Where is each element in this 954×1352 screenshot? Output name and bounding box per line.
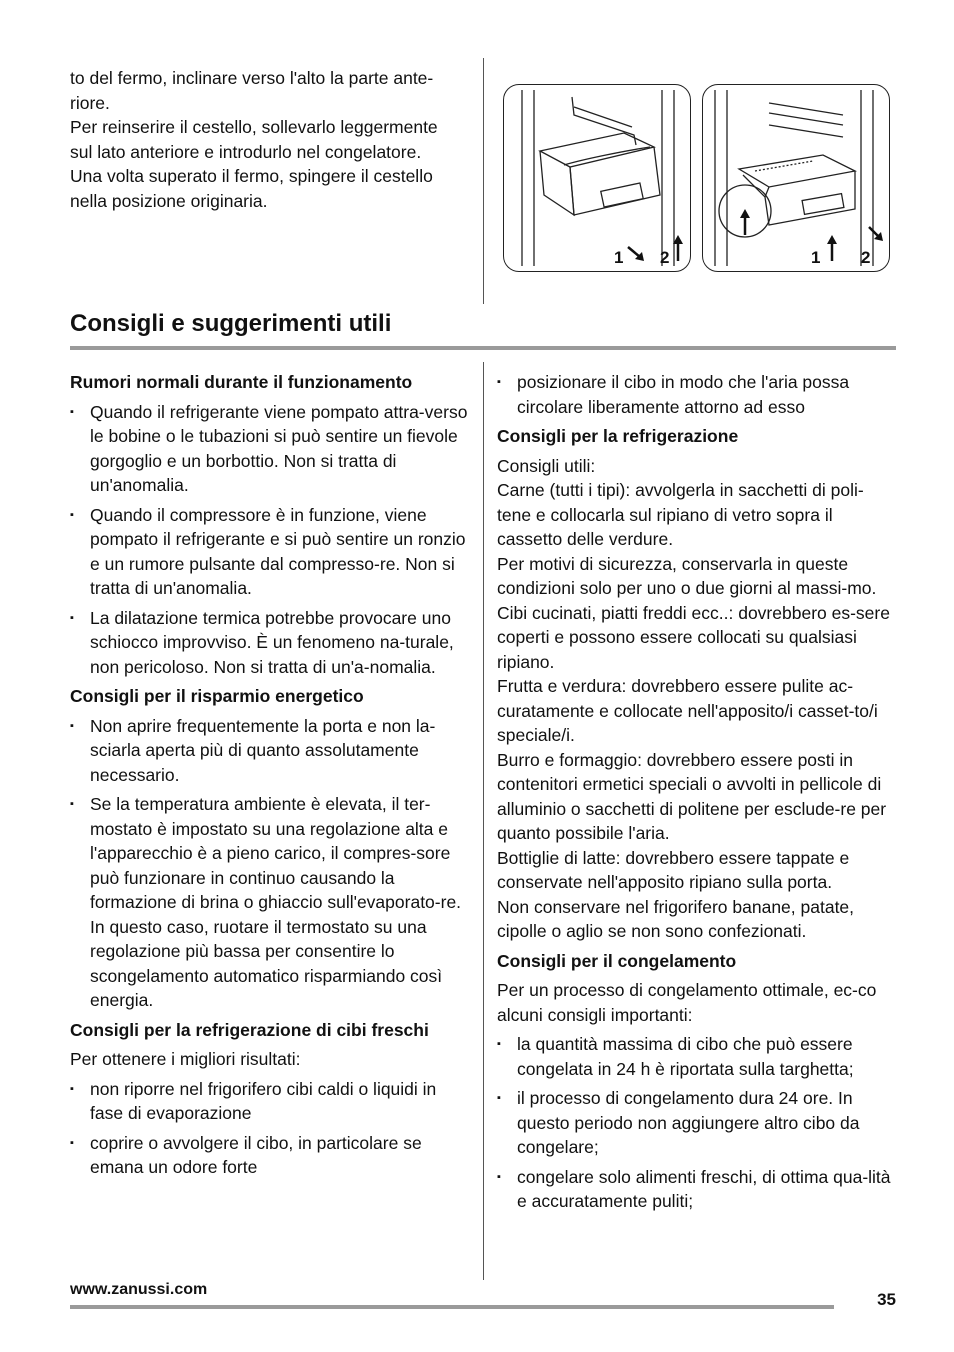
list-item: ▪ la quantità massima di cibo che può essere congelata in 24 h è riportata sulla targhetta; [497, 1032, 897, 1081]
intro-text [70, 66, 470, 213]
intro-line: riore. [70, 92, 110, 113]
fresh-intro: Per ottenere i migliori risultati: [70, 1049, 301, 1069]
list-item: ▪ Quando il compressore è in funzione, viene pompato il refrigerante e si può sentire un ronzio e un rumore pulsante dal compresso-re. Non si tratta di un'anomalia. [70, 503, 470, 601]
section-rule [70, 346, 896, 350]
energy-list [70, 714, 470, 1013]
list-item: ▪ Se la temperatura ambiente è elevata, il ter-mostato è impostato su una regolazione alta e l'apparecchio è a pieno carico, il compres-sore può funzionare in continuo causando la formazione di brina o ghiaccio sull'evaporato-re. In questo caso, ruotare il termostato su una regolazione più bassa per consentire lo scongelamento automatico risparmiando così energia. [70, 792, 470, 1013]
list-item: ▪ non riporre nel frigorifero cibi caldi o liquidi in fase di evaporazione [70, 1077, 470, 1126]
drawer-illustration-1 [504, 85, 690, 271]
fresh-list [70, 1077, 470, 1180]
page-number: 35 [877, 1290, 896, 1309]
fresh-list-continued [497, 370, 897, 419]
figure-step-2: 2 [861, 248, 871, 267]
fridge-paragraphs [497, 454, 897, 944]
noise-title: Rumori normali durante il funzionamento [70, 372, 413, 392]
energy-title: Consigli per il risparmio energetico [70, 686, 364, 706]
freeze-intro: Per un processo di congelamento ottimale, ec-co alcuni consigli importanti: [497, 980, 877, 1025]
left-column [70, 370, 470, 1180]
fridge-paragraph: Consigli utili: [497, 455, 596, 476]
figure-step-1: 1 [614, 248, 624, 267]
list-item: ▪ il processo di congelamento dura 24 ore. In questo periodo non aggiungere altro cibo da congelare; [497, 1086, 897, 1160]
intro-line: to del fermo, inclinare verso l'alto la parte ante- [70, 68, 434, 88]
fridge-paragraph: Bottiglie di latte: dovrebbero essere tappate e conservate nell'apposito ripiano sulla porta. [497, 847, 850, 892]
list-item: ▪ La dilatazione termica potrebbe provocare uno schiocco improvviso. È un fenomeno na-turale, non pericoloso. Non si tratta di un'a-nomalia. [70, 606, 470, 680]
noise-list [70, 400, 470, 680]
fridge-paragraph: Cibi cucinati, piatti freddi ecc..: dovrebbero es-sere coperti e possono essere collocati su qualsiasi ripiano. [497, 602, 890, 672]
freeze-title: Consigli per il congelamento [497, 950, 737, 971]
list-item: ▪ coprire o avvolgere il cibo, in particolare se emana un odore forte [70, 1131, 470, 1180]
intro-line: sul lato anteriore e introdurlo nel congelatore. [70, 141, 422, 162]
fridge-paragraph: Frutta e verdura: dovrebbero essere pulite ac-curatamente e collocate nell'apposito/i casset-to/i speciale/i. [497, 676, 878, 745]
fridge-paragraph: Burro e formaggio: dovrebbero essere posti in contenitori ermetici speciali o avvolti in pellicole di alluminio o sacchetti di politene per esclude-re per quanto possibile l'aria. [497, 749, 887, 843]
column-divider [483, 362, 484, 1280]
freeze-list [497, 1032, 897, 1214]
fridge-paragraph: Carne (tutti i tipi): avvolgerla in sacchetti di poli-tene e collocarla sul ripiano di vetro sopra il cassetto delle verdure. [497, 480, 864, 549]
intro-line: Per reinserire il cestello, sollevarlo leggermente [70, 117, 438, 137]
figure-step-2: 2 [660, 248, 670, 267]
top-column-divider [483, 58, 484, 304]
footer-url: www.zanussi.com [70, 1281, 208, 1298]
fresh-title: Consigli per la refrigerazione di cibi freschi [70, 1019, 429, 1040]
list-item: ▪ Non aprire frequentemente la porta e non la-sciarla aperta più di quanto assolutamente necessario. [70, 714, 470, 788]
list-item: ▪ Quando il refrigerante viene pompato attra-verso le bobine o le tubazioni si può sentire un fievole gorgoglio e un borbottio. Non si tratta di un'anomalia. [70, 400, 470, 498]
arrow-down-right-icon [628, 247, 640, 257]
list-item: ▪ congelare solo alimenti freschi, di ottima qua-lità e accuratamente puliti; [497, 1165, 897, 1214]
figure-drawer-insertion [702, 84, 890, 272]
fridge-paragraph: Per motivi di sicurezza, conservarla in queste condizioni solo per uno o due giorni al massi-mo. [497, 553, 877, 598]
fridge-title: Consigli per la refrigerazione [497, 426, 739, 446]
drawer-illustration-2 [703, 85, 889, 271]
figure-drawer-removal [503, 84, 691, 272]
figure-step-1: 1 [811, 248, 821, 267]
list-item: ▪ posizionare il cibo in modo che l'aria possa circolare liberamente attorno ad esso [497, 370, 897, 419]
section-title: Consigli e suggerimenti utili [70, 310, 392, 337]
footer-rule [70, 1305, 834, 1309]
intro-line: nella posizione originaria. [70, 190, 268, 211]
right-column [497, 370, 897, 1214]
fridge-paragraph: Non conservare nel frigorifero banane, patate, cipolle o aglio se non sono confezionati. [497, 896, 855, 941]
intro-line: Una volta superato il fermo, spingere il cestello [70, 166, 433, 186]
